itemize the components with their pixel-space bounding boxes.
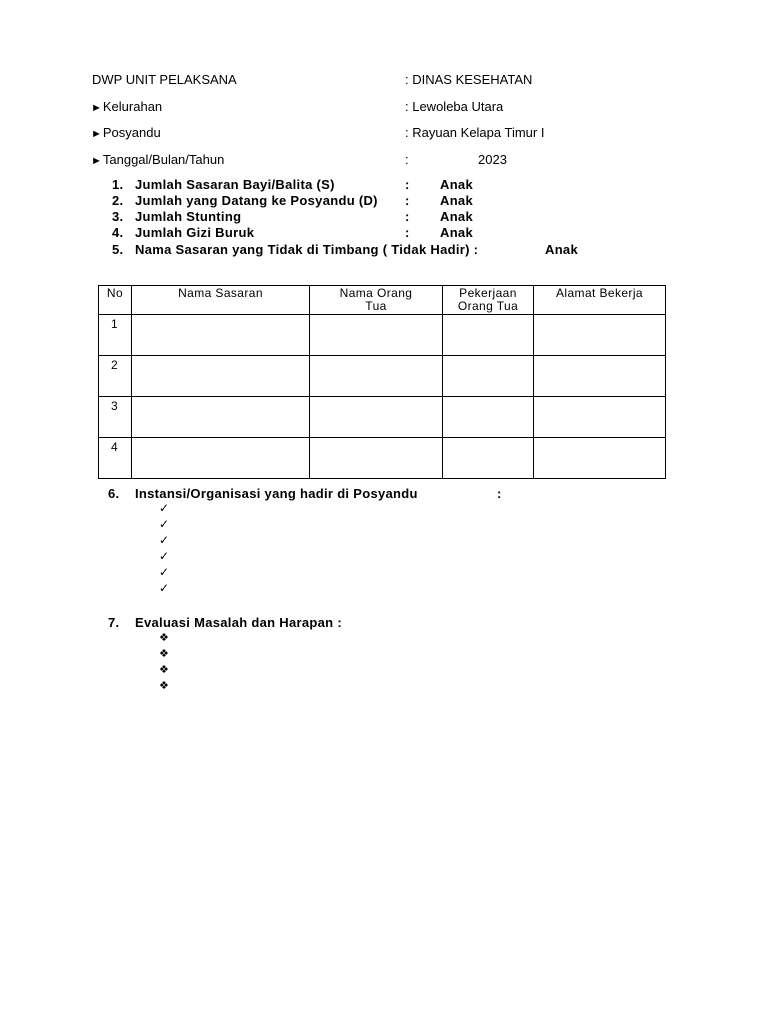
column-header-alamat-bekerja: Alamat Bekerja xyxy=(534,286,666,315)
cell-empty xyxy=(310,438,443,479)
cell-empty xyxy=(443,438,534,479)
checkmark-icon: ✓ xyxy=(159,565,170,579)
cell-empty xyxy=(443,397,534,438)
item-unit: Anak xyxy=(440,193,473,208)
table-row xyxy=(99,397,666,438)
checkmark-icon: ✓ xyxy=(159,549,170,563)
header-value-tanggal: : xyxy=(405,152,409,167)
absent-targets-table xyxy=(98,285,666,479)
diamond-bullet-icon: ❖ xyxy=(159,632,169,644)
row-number: 3 xyxy=(99,397,132,438)
item-label: Jumlah yang Datang ke Posyandu (D) xyxy=(135,193,378,208)
cell-empty xyxy=(310,397,443,438)
table-header-row xyxy=(99,286,666,315)
checkmark-icon: ✓ xyxy=(159,501,170,515)
header-row-unit xyxy=(92,72,237,87)
header-text: Nama Orang Tua xyxy=(339,286,413,313)
column-header-nama-orang-tua xyxy=(310,286,443,315)
cell-empty xyxy=(443,315,534,356)
section6-label: Instansi/Organisasi yang hadir di Posyandu xyxy=(135,486,418,501)
item-num: 5. xyxy=(112,242,124,257)
item-label: Jumlah Stunting xyxy=(135,209,242,224)
item-colon: : xyxy=(405,225,410,240)
cell-empty xyxy=(310,315,443,356)
item-unit: Anak xyxy=(440,225,473,240)
diamond-bullet-icon: ❖ xyxy=(159,664,169,676)
header-row-kelurahan xyxy=(91,99,162,114)
cell-empty xyxy=(443,356,534,397)
header-value-kelurahan: : Lewoleba Utara xyxy=(405,99,504,114)
cell-empty xyxy=(534,397,666,438)
table-row xyxy=(99,356,666,397)
item-label: Jumlah Sasaran Bayi/Balita (S) xyxy=(135,177,335,192)
cell-empty xyxy=(534,438,666,479)
item-num: 4. xyxy=(112,225,124,240)
header-label: Tanggal/Bulan/Tahun xyxy=(102,152,225,167)
row-number: 1 xyxy=(99,315,132,356)
checkmark-icon: ✓ xyxy=(159,581,170,595)
item-label: Nama Sasaran yang Tidak di Timbang ( Tidak Hadir) : xyxy=(135,242,479,257)
header-label: Posyandu xyxy=(102,125,161,140)
item-colon: : xyxy=(405,209,410,224)
header-year: 2023 xyxy=(478,152,507,167)
section7-number: 7. xyxy=(108,615,120,630)
row-number: 4 xyxy=(99,438,132,479)
row-number: 2 xyxy=(99,356,132,397)
triangle-right-icon: ► xyxy=(91,102,102,114)
diamond-bullet-icon: ❖ xyxy=(159,648,169,660)
item-unit: Anak xyxy=(545,242,578,257)
header-label: Kelurahan xyxy=(102,99,163,114)
header-text: Pekerjaan Orang Tua xyxy=(457,286,519,313)
column-header-pekerjaan xyxy=(443,286,534,315)
cell-empty xyxy=(132,315,310,356)
cell-empty xyxy=(132,438,310,479)
cell-empty xyxy=(132,356,310,397)
cell-empty xyxy=(310,356,443,397)
section6-colon: : xyxy=(497,486,502,501)
header-value-unit: : DINAS KESEHATAN xyxy=(405,72,533,87)
cell-empty xyxy=(534,315,666,356)
column-header-no: No xyxy=(99,286,132,315)
header-value-posyandu: : Rayuan Kelapa Timur I xyxy=(405,125,545,140)
item-num: 3. xyxy=(112,209,124,224)
item-unit: Anak xyxy=(440,177,473,192)
triangle-right-icon: ► xyxy=(91,155,102,167)
item-unit: Anak xyxy=(440,209,473,224)
column-header-nama-sasaran: Nama Sasaran xyxy=(132,286,310,315)
checkmark-icon: ✓ xyxy=(159,533,170,547)
cell-empty xyxy=(132,397,310,438)
item-num: 1. xyxy=(112,177,124,192)
cell-empty xyxy=(534,356,666,397)
section7-label: Evaluasi Masalah dan Harapan : xyxy=(135,615,342,630)
header-row-posyandu xyxy=(91,125,161,140)
item-colon: : xyxy=(405,177,410,192)
table-row xyxy=(99,438,666,479)
header-row-tanggal xyxy=(91,152,224,167)
triangle-right-icon: ► xyxy=(91,128,102,140)
checkmark-icon: ✓ xyxy=(159,517,170,531)
item-colon: : xyxy=(405,193,410,208)
header-label: DWP UNIT PELAKSANA xyxy=(92,72,237,87)
diamond-bullet-icon: ❖ xyxy=(159,680,169,692)
item-num: 2. xyxy=(112,193,124,208)
section6-number: 6. xyxy=(108,486,120,501)
item-label: Jumlah Gizi Buruk xyxy=(135,225,255,240)
table-row xyxy=(99,315,666,356)
